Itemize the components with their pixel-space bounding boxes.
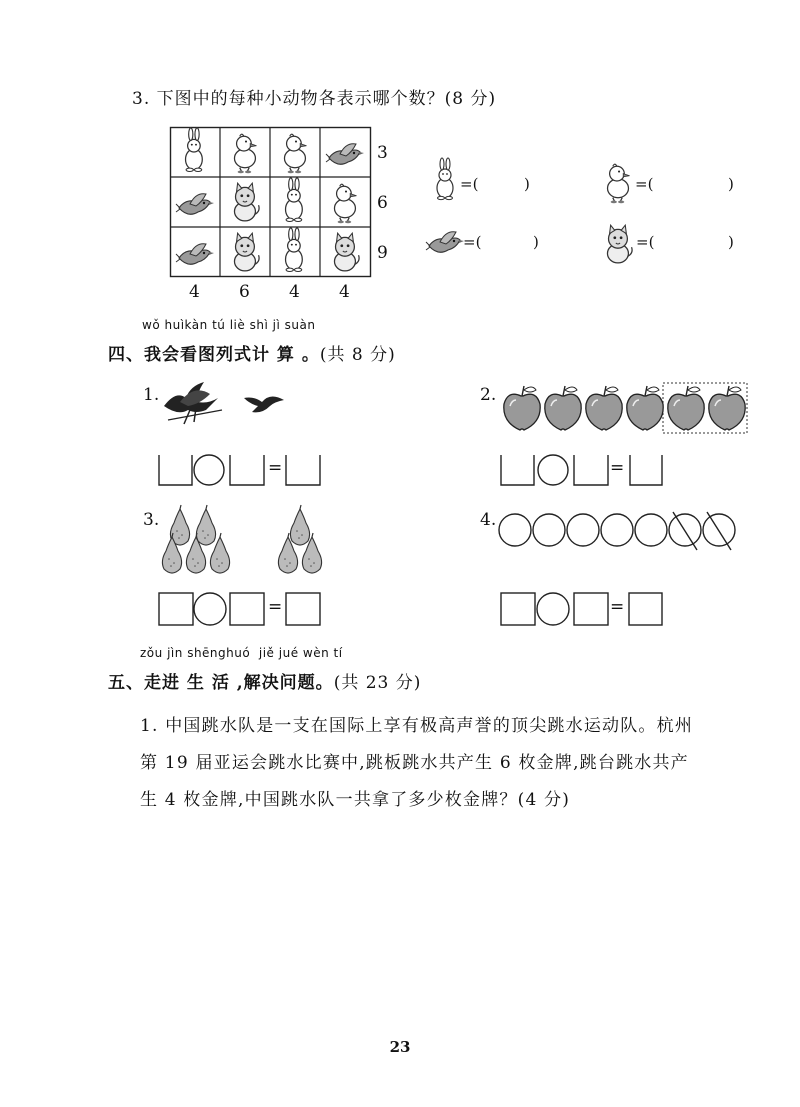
section-4-points: (共 8 分) — [319, 345, 396, 365]
col-sum-2: 6 — [239, 282, 250, 302]
question-line: 生 4 枚金牌,中国跳水队一共拿了多少枚金牌？(4 分) — [140, 790, 571, 810]
swallows-picture — [160, 376, 290, 431]
pear-icon — [290, 505, 309, 545]
item-3-equation-boxes — [158, 592, 323, 626]
cat-icon — [226, 230, 266, 274]
section-4-pinyin — [142, 318, 315, 332]
apple-icon — [586, 386, 622, 430]
section-4-title — [108, 340, 396, 365]
pinyin-syllable: tú — [212, 318, 226, 332]
bird-icon — [326, 130, 366, 174]
circle-mark — [635, 514, 667, 546]
pinyin-syllable: wǒ — [142, 318, 161, 332]
item-4-equals: = — [610, 597, 625, 617]
cat-icon — [326, 230, 366, 274]
circles-picture — [498, 510, 743, 552]
circle-mark — [567, 514, 599, 546]
pears-picture — [160, 505, 335, 577]
pinyin-syllable: jué — [278, 646, 299, 660]
answer-chick-eq[interactable]: =( — [635, 175, 654, 193]
apple-icon — [545, 386, 581, 430]
apple-icon — [709, 386, 745, 430]
pinyin-syllable: shì — [249, 318, 269, 332]
rabbit-icon — [276, 180, 316, 224]
pinyin-syllable: huó — [226, 646, 251, 660]
pinyin-syllable: tí — [333, 646, 343, 660]
item-2-equation-boxes — [500, 453, 665, 487]
pinyin-syllable: wèn — [302, 646, 330, 660]
pinyin-syllable: jìn — [167, 646, 183, 660]
circle-mark — [601, 514, 633, 546]
section-4-heading: 四、我会看图列式计 算 。 — [108, 345, 320, 365]
rabbit-icon — [276, 230, 316, 274]
section-5-heading: 五、走进 生 活 ,解决问题。 — [108, 673, 334, 693]
answer-cat-eq[interactable]: =( — [636, 233, 655, 251]
answer-cat-close: ) — [728, 233, 734, 251]
chick-icon — [600, 160, 636, 204]
col-sum-4: 4 — [339, 282, 350, 302]
col-sum-1: 4 — [189, 282, 200, 302]
animal-grid — [170, 127, 371, 277]
pinyin-syllable: jì — [272, 318, 281, 332]
swallow-single-icon — [244, 396, 284, 412]
bird-icon — [426, 226, 464, 256]
pinyin-syllable: liè — [229, 318, 246, 332]
section-5-question-1 — [140, 708, 780, 819]
question-line: 1. 中国跳水队是一支在国际上享有极高声誉的顶尖跳水运动队。杭州 — [140, 716, 694, 736]
pinyin-syllable: zǒu — [140, 646, 163, 660]
row-sum-2: 6 — [377, 193, 388, 213]
answer-rabbit-eq[interactable]: =( — [460, 175, 479, 193]
bird-icon — [176, 180, 216, 224]
circle-mark — [533, 514, 565, 546]
col-sum-3: 4 — [289, 282, 300, 302]
circle-mark — [499, 514, 531, 546]
chick-icon — [226, 130, 266, 174]
item-3-equals: = — [268, 597, 283, 617]
item-4-equation-boxes — [500, 592, 665, 626]
question-line: 第 19 届亚运会跳水比赛中,跳板跳水共产生 6 枚金牌,跳台跳水共产 — [140, 753, 689, 773]
cat-icon — [602, 222, 636, 266]
apple-icon — [668, 386, 704, 430]
pear-icon — [196, 505, 215, 545]
item-1-equation-boxes — [158, 453, 323, 487]
item-1-equals: = — [268, 458, 283, 478]
answer-bird-close: ) — [533, 233, 539, 251]
bird-icon — [176, 230, 216, 274]
apples-picture — [500, 382, 755, 434]
cat-icon — [226, 180, 266, 224]
item-4-number: 4. — [480, 510, 497, 530]
rabbit-icon — [176, 130, 216, 174]
pinyin-syllable: kàn — [184, 318, 208, 332]
answer-bird-eq[interactable]: =( — [463, 233, 482, 251]
question-3-title: 3. 下图中的每种小动物各表示哪个数？(8 分) — [132, 89, 497, 109]
pinyin-syllable: suàn — [284, 318, 316, 332]
item-1-number: 1. — [143, 385, 160, 405]
pinyin-syllable: jiě — [258, 646, 275, 660]
item-2-number: 2. — [480, 385, 497, 405]
apple-icon — [504, 386, 540, 430]
row-sum-3: 9 — [377, 243, 388, 263]
answer-chick-close: ) — [728, 175, 734, 193]
rabbit-icon — [428, 160, 464, 202]
pinyin-syllable: shēng — [187, 646, 227, 660]
item-3-number: 3. — [143, 510, 160, 530]
page-number: 23 — [389, 1038, 411, 1056]
section-5-pinyin — [140, 646, 343, 660]
section-5-points: (共 23 分) — [333, 673, 422, 693]
swallow-group-icon — [164, 382, 222, 424]
row-sum-1: 3 — [377, 143, 388, 163]
apple-icon — [627, 386, 663, 430]
answer-rabbit-close: ) — [524, 175, 530, 193]
chick-icon — [276, 130, 316, 174]
pinyin-syllable: huì — [164, 318, 185, 332]
chick-icon — [326, 180, 366, 224]
section-5-title — [108, 668, 421, 693]
item-2-equals: = — [610, 458, 625, 478]
